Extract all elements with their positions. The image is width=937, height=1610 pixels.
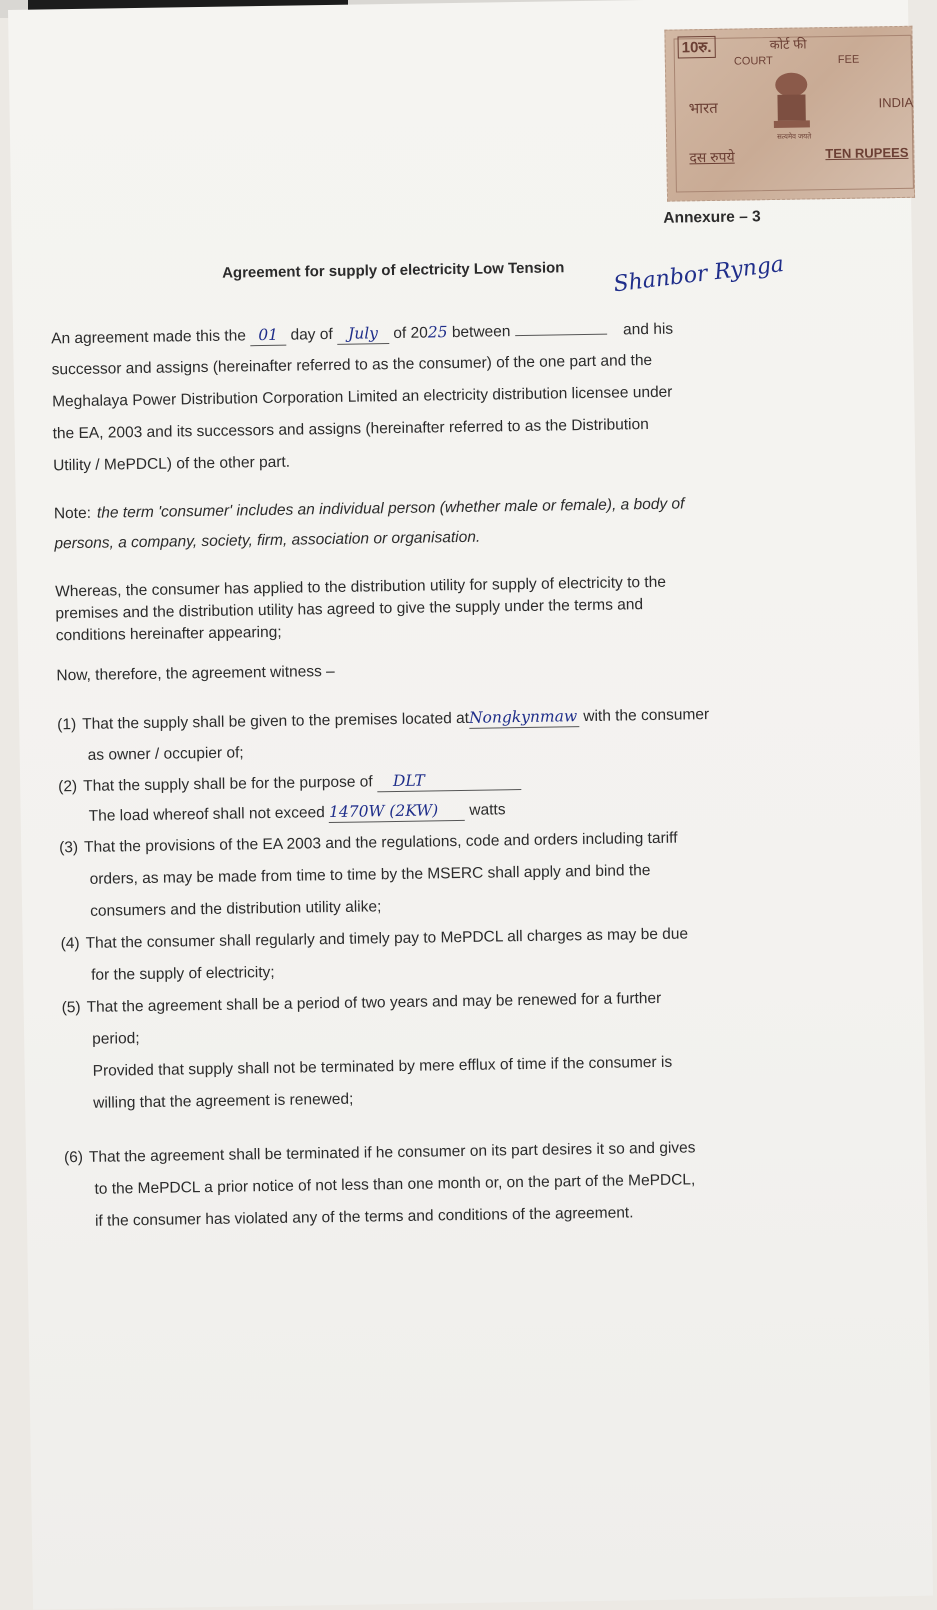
court-fee-stamp bbox=[664, 26, 915, 202]
stamp-fee: FEE bbox=[837, 53, 860, 66]
clause-4-text: That the consumer shall regularly and timely pay to MePDCL all charges as may be due bbox=[85, 925, 689, 952]
whereas-line-2: premises and the distribution utility has agreed to give the supply under the terms and bbox=[55, 596, 644, 623]
note-text-1: the term 'consumer' includes an individual person (whether male or female), a body of bbox=[96, 495, 685, 522]
clause-2-load-text: The load whereof shall not exceed bbox=[88, 804, 325, 825]
intro-text-4: between bbox=[451, 323, 511, 342]
clause-3-line-2: orders, as may be made from time to time by the MSERC shall apply and bind the bbox=[89, 862, 651, 888]
document-page bbox=[8, 0, 933, 1610]
clause-5-text: That the agreement shall be a period of two years and may be renewed for a further bbox=[86, 989, 662, 1016]
stamp-court-hindi: कोर्ट फी bbox=[769, 36, 807, 53]
location-field: Nongkynmaw bbox=[468, 707, 578, 727]
now-therefore: Now, therefore, the agreement witness – bbox=[56, 662, 335, 685]
stamp-motto: सत्यमेव जयते bbox=[777, 133, 812, 141]
stamp-court: COURT bbox=[733, 54, 773, 68]
stamp-amount-eng: TEN RUPEES bbox=[825, 144, 909, 162]
clause-4-line-1 bbox=[61, 925, 689, 953]
intro-line-4: the EA, 2003 and its successors and assigns (hereinafter referred to as the Distribution bbox=[52, 415, 649, 443]
clause-4-line-2: for the supply of electricity; bbox=[91, 963, 275, 984]
clause-6-text: That the agreement shall be terminated if he consumer on its part desires it so and gives bbox=[88, 1139, 696, 1166]
clause-2-line-1 bbox=[58, 770, 521, 797]
clause-3-number: (3) bbox=[59, 839, 79, 857]
intro-text-3: of 20 bbox=[393, 324, 428, 342]
consumer-name-handwritten: Shanbor Rynga bbox=[612, 251, 786, 298]
clause-3-text: That the provisions of the EA 2003 and the regulations, code and orders including tariff bbox=[83, 829, 678, 856]
whereas-line-1: Whereas, the consumer has applied to the distribution utility for supply of electricity to the bbox=[55, 573, 667, 601]
stamp-value: 10रु. bbox=[677, 36, 715, 59]
note-label: Note: bbox=[53, 504, 92, 523]
clause-3-line-3: consumers and the distribution utility alike; bbox=[90, 898, 382, 920]
clause-4-number: (4) bbox=[60, 934, 80, 953]
note-line-2: persons, a company, society, firm, association or organisation. bbox=[54, 528, 481, 553]
purpose-field: DLT bbox=[377, 770, 521, 792]
intro-line-1 bbox=[51, 320, 673, 349]
intro-line-3: Meghalaya Power Distribution Corporation Limited an electricity distribution licensee under bbox=[52, 383, 673, 411]
intro-line-5: Utility / MePDCL) of the other part. bbox=[53, 453, 291, 475]
clause-5-line-3: Provided that supply shall not be terminated by mere efflux of time if the consumer is bbox=[92, 1053, 673, 1080]
intro-text-5: and his bbox=[622, 320, 674, 339]
intro-line-2: successor and assigns (hereinafter referred to as the consumer) of the one part and the bbox=[51, 351, 653, 379]
clause-3-line-1 bbox=[59, 830, 678, 858]
clause-1-text-end: with the consumer bbox=[583, 706, 710, 726]
day-field: 01 bbox=[250, 326, 286, 346]
clause-5-line-1 bbox=[62, 990, 662, 1018]
clause-2-line-2 bbox=[89, 800, 506, 826]
stamp-country-eng: INDIA bbox=[878, 94, 914, 111]
year-field: 25 bbox=[427, 323, 448, 342]
whereas-line-3: conditions hereinafter appearing; bbox=[55, 623, 282, 645]
clause-2-number: (2) bbox=[58, 778, 78, 796]
clause-1-number: (1) bbox=[57, 716, 77, 734]
clause-2-text: That the supply shall be for the purpose of bbox=[83, 773, 373, 795]
clause-1-text: That the supply shall be given to the premises located at bbox=[82, 709, 470, 733]
month-field: July bbox=[337, 324, 389, 344]
clause-6-line-1 bbox=[64, 1139, 696, 1168]
intro-text-2: day of bbox=[290, 325, 333, 344]
clause-6-line-2: to the MePDCL a prior notice of not less than one month or, on the part of the MePDCL, bbox=[94, 1171, 696, 1198]
annexure-label: Annexure – 3 bbox=[663, 208, 761, 227]
stamp-amount-hindi: दस रुपये bbox=[689, 148, 735, 166]
clause-5-number: (5) bbox=[61, 998, 81, 1017]
clause-1-line-2: as owner / occupier of; bbox=[87, 744, 244, 764]
clause-6-number: (6) bbox=[63, 1148, 84, 1167]
consumer-name-blank bbox=[515, 334, 607, 336]
clause-1-line-1 bbox=[57, 705, 709, 735]
document-title: Agreement for supply of electricity Low Tension bbox=[222, 259, 565, 282]
load-field: 1470W (2KW) bbox=[329, 801, 465, 823]
clause-2-unit: watts bbox=[469, 801, 506, 819]
clause-6-line-3: if the consumer has violated any of the terms and conditions of the agreement. bbox=[94, 1204, 634, 1230]
intro-text-1: An agreement made this the bbox=[51, 327, 247, 348]
clause-5-line-2: period; bbox=[92, 1030, 140, 1048]
clause-5-line-4: willing that the agreement is renewed; bbox=[93, 1090, 354, 1112]
stamp-country-hindi: भारत bbox=[688, 99, 718, 118]
note-line-1 bbox=[54, 495, 685, 523]
